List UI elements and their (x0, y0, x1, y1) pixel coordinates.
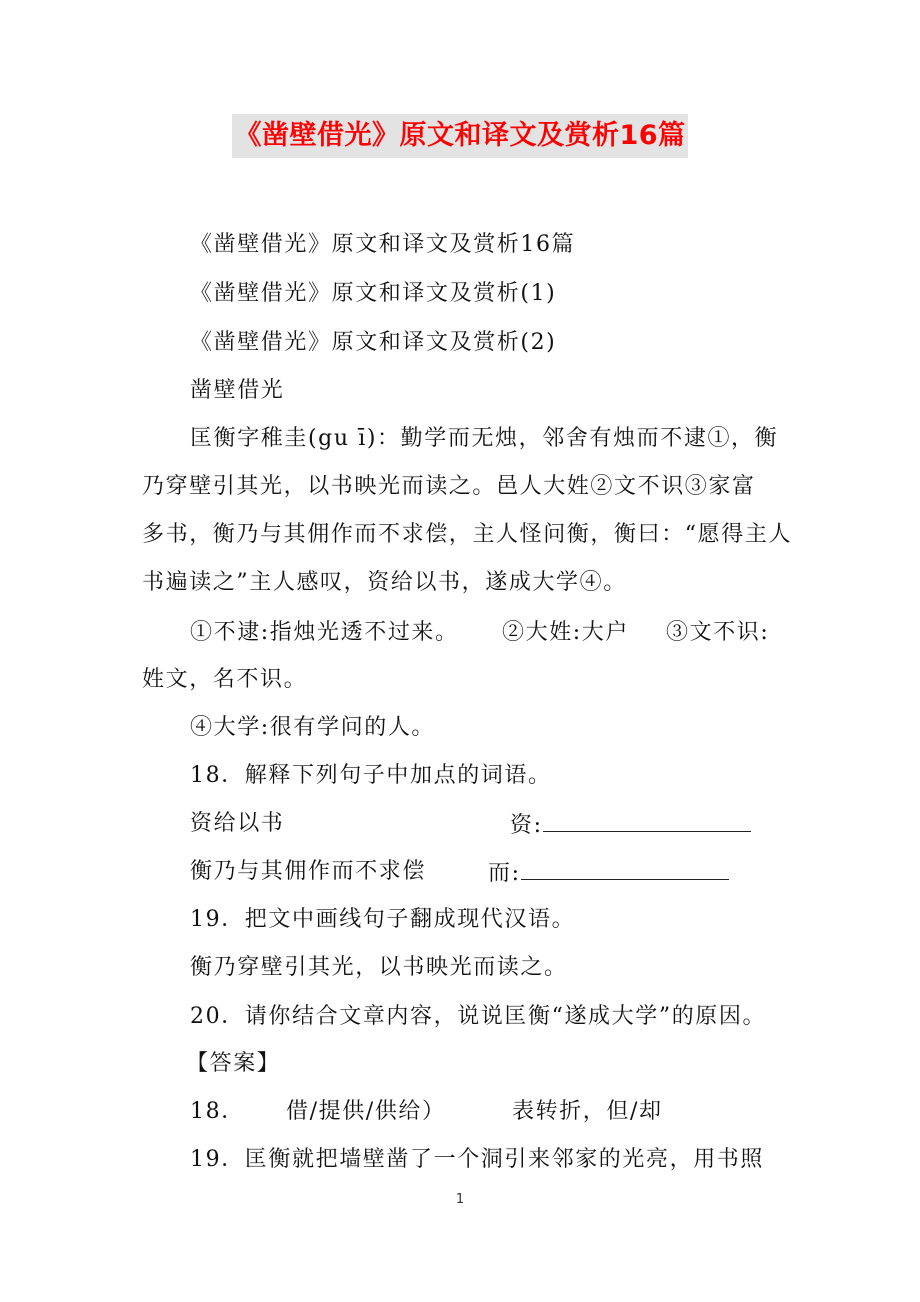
passage-line-1: 匡衡字稚圭(gu ī)：勤学而无烛，邻舍有烛而不逮①，衡 (190, 426, 779, 451)
answer-blank-1[interactable] (543, 809, 751, 832)
passage-line-3: 多书，衡乃与其佣作而不求偿，主人怪问衡，衡曰：“愿得主人 (142, 522, 793, 547)
answer-19: 19．匡衡就把墙壁凿了一个洞引来邻家的光亮，用书照 (190, 1147, 764, 1172)
answer-heading: 【答案】 (186, 1051, 281, 1076)
passage-line-2: 乃穿壁引其光，以书映光而读之。邑人大姓②文不识③家富 (142, 474, 756, 499)
toc-line-3: 《凿壁借光》原文和译文及赏析(2) (190, 330, 557, 355)
question-18-word-1: 资: (510, 813, 543, 838)
page-number: 1 (455, 1192, 465, 1207)
note-4: ④大学:很有学问的人。 (190, 715, 436, 740)
question-20-prompt: 20．请你结合文章内容，说说匡衡“遂成大学”的原因。 (190, 1004, 767, 1029)
note-1: ①不逮:指烛光透不过来。 (190, 620, 459, 645)
note-3: ③文不识: (666, 620, 770, 645)
answer-18-part-2: 表转折，但/却 (512, 1099, 663, 1124)
document-title: 《凿壁借光》原文和译文及赏析16篇 (232, 114, 687, 158)
answer-18-number: 18． (190, 1099, 245, 1124)
title-wrap (0, 114, 920, 158)
answer-18-part-1: 借/提供/供给） (286, 1099, 446, 1124)
note-2: ②大姓:大户 (502, 620, 630, 645)
answer-blank-2[interactable] (521, 857, 729, 880)
toc-line-1: 《凿壁借光》原文和译文及赏析16篇 (190, 232, 576, 257)
question-19-sentence: 衡乃穿壁引其光，以书映光而读之。 (190, 955, 568, 980)
passage-title: 凿壁借光 (190, 378, 285, 403)
question-18-answer-2 (488, 857, 729, 889)
question-18-sentence-2: 衡乃与其佣作而不求偿 (190, 859, 427, 884)
passage-line-4: 书遍读之”主人感叹，资给以书，遂成大学④。 (142, 570, 627, 595)
question-18-answer-1 (510, 809, 751, 841)
question-18-prompt: 18．解释下列句子中加点的词语。 (190, 763, 552, 788)
question-18-word-2: 而: (488, 861, 521, 886)
toc-line-2: 《凿壁借光》原文和译文及赏析(1) (190, 281, 557, 306)
question-19-prompt: 19．把文中画线句子翻成现代汉语。 (190, 907, 576, 932)
note-3-continued: 姓文，名不识。 (142, 667, 308, 692)
question-18-sentence-1: 资给以书 (190, 811, 285, 836)
